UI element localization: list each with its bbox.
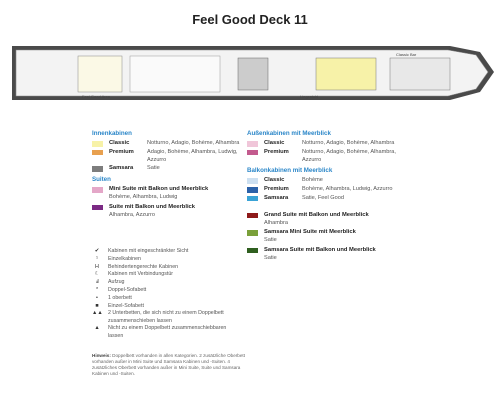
legend-item: H Behindertengerechte Kabinen <box>92 264 242 271</box>
outside-heading: Außenkabinen mit Meerblick <box>247 130 331 137</box>
footnote <box>92 353 252 377</box>
symbol-icon: • <box>96 294 98 301</box>
right-column <box>247 130 407 263</box>
deck-label-feelgood: Feel Good Area <box>82 94 111 99</box>
balcony-row-classic: Classic Bohème <box>247 177 407 185</box>
legend-item: ☾ Kabinen mit Verbindungstür <box>92 271 242 278</box>
samsara-mini-ships: Satie <box>264 237 277 244</box>
pool-area <box>78 56 122 92</box>
grand-suite-ships: Alhambra <box>264 219 288 226</box>
outside-row-premium: Premium Notturno, Adagio, Bohème, Alhambra, Azzurro <box>247 149 407 165</box>
special-row-grand-suite: Grand Suite mit Balkon und Meerblick <box>247 212 407 220</box>
symbol-icon: ✔ <box>94 248 100 254</box>
legend-item: ✔ Kabinen mit eingeschränkter Sicht <box>92 248 242 255</box>
symbol-icon: ■ <box>95 302 99 309</box>
balcony-heading: Balkonkabinen mit Meerblick <box>247 167 333 175</box>
symbol-icon: Ⅎ <box>95 279 99 286</box>
symbol-icon: ▲▲ <box>92 310 103 317</box>
footnote-heading: Hinweis: <box>92 353 111 358</box>
symbol-icon: ▲ <box>94 325 100 332</box>
special-row-samsara-suite: Samsara Suite mit Balkon und Meerblick <box>247 247 407 255</box>
swatch-icon <box>247 196 258 202</box>
legend-item: Ⅎ Aufzug <box>92 279 242 286</box>
suite-row-mini: Mini Suite mit Balkon und Meerblick <box>92 186 242 194</box>
deck-plan <box>10 28 496 118</box>
swatch-icon <box>92 166 103 172</box>
inside-row-samsara: Samsara Satie <box>92 165 242 173</box>
symbol-icon: H <box>95 263 99 270</box>
symbol-icon: ¹ <box>96 255 98 262</box>
suite-ships: Alhambra, Azzurro <box>109 211 156 218</box>
symbol-icon: ☾ <box>94 271 100 278</box>
legend-item: ▲ Nicht zu einem Doppelbett zusammenschiebbaren lassen <box>92 325 242 339</box>
swatch-icon <box>92 141 103 147</box>
swatch-icon <box>247 141 258 147</box>
footnote-text: Doppelbett vorhanden in allen Kategorien. 2 zusätzliche Oberbett vorhanden außer in Mini Suite und Samsara Kabinen und -Suiten. 4 zusätzliches Oberbett vorhanden außer in Mini Suite, Suite und Samsara Kabinen und -Suiten. <box>92 353 245 376</box>
suite-mini-ships: Bohème, Alhambra, Ludwig <box>109 193 178 200</box>
suite-row-suite: Suite mit Balkon und Meerblick <box>92 204 242 212</box>
symbol-legend <box>92 248 242 340</box>
swatch-icon <box>92 150 103 156</box>
left-column <box>92 130 242 219</box>
inside-heading: Innenkabinen <box>92 130 132 137</box>
legend-item: ▲▲ 2 Unterbetten, die sich nicht zu einem Doppelbett zusammenschieben lassen <box>92 310 224 324</box>
cabin-block <box>316 58 376 90</box>
special-row-samsara-mini: Samsara Mini Suite mit Meerblick <box>247 229 407 237</box>
swatch-icon <box>247 178 258 184</box>
legend-item: ■ Einzel-Sofabett <box>92 303 242 310</box>
symbol-icon: * <box>95 286 99 293</box>
samsara-suite-ships: Satie <box>264 254 277 261</box>
legend-item: • 1 oberbett <box>92 295 242 302</box>
swatch-icon <box>247 213 258 219</box>
legend-item: * Doppel-Sofabett <box>92 287 242 294</box>
deck-label-lounger: Liegestuhl <box>300 94 319 99</box>
balcony-row-premium: Premium Bohème, Alhambra, Ludwig, Azzurro <box>247 186 407 194</box>
bar-area <box>390 58 450 90</box>
outside-row-classic: Classic Notturno, Adagio, Bohème, Alhambra <box>247 140 407 148</box>
swatch-icon <box>247 187 258 193</box>
swatch-icon <box>92 205 103 211</box>
stairs <box>238 58 268 90</box>
sundeck <box>130 56 220 92</box>
swatch-icon <box>247 248 258 254</box>
balcony-row-samsara: Samsara Satie, Feel Good <box>247 195 407 203</box>
swatch-icon <box>247 230 258 236</box>
inside-row-classic: Classic Notturno, Adagio, Bohème, Alhambra <box>92 140 242 148</box>
legend-item: ¹ Einzelkabinen <box>92 256 242 263</box>
deck-label-bar: Classic Bar <box>396 52 417 57</box>
suites-heading: Suiten <box>92 176 111 184</box>
page-title: Feel Good Deck 11 <box>192 12 308 27</box>
inside-row-premium: Premium Adagio, Bohème, Alhambra, Ludwig, Azzurro <box>92 149 242 165</box>
swatch-icon <box>247 150 258 156</box>
swatch-icon <box>92 187 103 193</box>
